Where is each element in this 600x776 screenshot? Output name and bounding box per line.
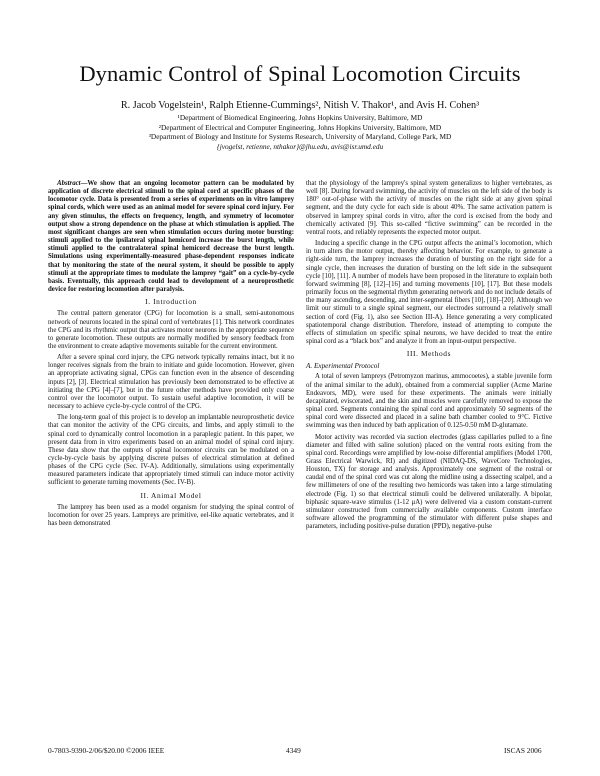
- right-column: [306, 180, 552, 534]
- footer-isbn: 0-7803-9390-2/06/$20.00 ©2006 IEEE: [48, 746, 165, 755]
- footer-page-number: 4349: [286, 746, 301, 755]
- affiliation-1: ¹Department of Biomedical Engineering, Johns Hopkins University, Baltimore, MD: [177, 113, 423, 122]
- paragraph: The central pattern generator (CPG) for locomotion is a small, semi-autonomous network of neurons located in the spinal cord of vertebrates [1]. This network coordinates the CPG and its rhythmic output that activates motor neurons in the appropriate sequence to generate locomotion. These outputs are normally modified by sensory feedback from the environment to create adaptive movements suitable for the current environment.: [48, 310, 294, 350]
- paragraph: Inducing a specific change in the CPG output affects the animal’s locomotion, which in turn alters the motor output, thereby affecting behavior. For example, to generate a right-side turn, the lamprey increases the duration of bursting on the right side for a single cycle, then increases the duration of bursting on the left side in the subsequent cycle [10], [11]. A number of models have been proposed in the literature to explain both forward swimming [8], [12]–[16] and turning movements [10], [17]. But these models primarily focus on the segmental rhythm generating network and do not include details of the many ascending, descending, and inter-segmental fibers [10], [18]–[20]. Although we limit our stimuli to a single spinal segment, our electrodes surround a relatively small section of cord (Fig. 1), also see Section III-A). Hence generating a very complicated spatiotemporal change distribution. Therefore, instead of attempting to compute the effects of stimulation on specific spinal neurons, we have decided to treat the entire spinal cord as a “black box” and analyze it from an input-output perspective.: [306, 240, 552, 345]
- footer-venue: ISCAS 2006: [504, 746, 542, 755]
- author-emails: {jvogelst, retienne, nthakor}@jhu.edu, avis@isr.umd.edu: [216, 141, 384, 151]
- affiliation-3: ³Department of Biology and Institute for Systems Research, University of Maryland, College Park, MD: [148, 132, 452, 142]
- section-heading-animal-model: II. Animal Model: [140, 490, 202, 500]
- paragraph: Motor activity was recorded via suction electrodes (glass capillaries pulled to a fine diameter and filled with saline solution) placed on the ventral roots exiting from the spinal cord. Recordings were amplified by low-noise differential amplifiers (Model 1700, Grass Electrical Warwick, RI) and digitized (NIDAQ-DS, WaveCore Technologies, Houston, TX) for storage and analysis. Approximately one segment of the rostral or caudal end of the spinal cord was cut along the midline using a dissecting scalpel, and a few millimeters of one of the resulting two hemicords was taken into a large stimulating electrode (Fig. 1) so that electrical stimuli could be delivered unilaterally. A bipolar, biphasic square-wave stimulus (1-12 μA) were delivered via a custom constant-current stimulator constructed from commercially available components. Custom interface software allowed the programming of the stimulator with different pulse shapes and parameters, including positive-pulse duration (PPD), negative-pulse: [306, 433, 552, 531]
- author-list: R. Jacob Vogelstein¹, Ralph Etienne-Cummings², Nitish V. Thakor¹, and Avis H. Cohen³: [120, 100, 480, 111]
- paragraph: A total of seven lampreys (Petromyzon marinus, ammocoetes), a stable juvenile form of the animal similar to the adult), obtained from a commercial supplier (Acme Marine Endeavors, MD), were used for these experiments. The animals were initially decapitated, eviscerated, and the skin and muscles were carefully removed to expose the spinal cord. Segments containing the spinal cord and approximately 50 segments of the spinal cord were dissected and placed in a saline bath chamber cooled to 9°C. Fictive swimming was then induced by bath application of 0.125-0.50 mM D-glutamate.: [306, 373, 552, 430]
- section-heading-methods: III. Methods: [406, 349, 452, 359]
- subsection-heading-protocol: A. Experimental Protocol: [306, 362, 380, 371]
- left-column: [48, 180, 294, 531]
- paragraph: The lamprey has been used as a model organism for studying the spinal control of locomotion for over 25 years. Lampreys are primitive, eel-like aquatic vertebrates, and it has been demonstrated: [48, 503, 294, 528]
- paragraph: The long-term goal of this project is to develop an implantable neuroprosthetic device that can monitor the activity of the CPG circuits, and limbs, and apply stimuli to the spinal cord to dynamically control locomotion in a paraplegic patient. In this paper, we present data from in vitro experiments based on an animal model of spinal cord injury. These data show that the outputs of spinal locomotor circuits can be modulated on a cycle-by-cycle basis by applying discrete pulses of electrical stimulation at defined phases of the CPG cycle (Sec. IV-A). Additionally, simulations using experimentally measured parameters indicate that appropriately timed stimuli can induce motor activity sufficient to generate turning movements (Sec. IV-B).: [48, 414, 294, 487]
- section-heading-introduction: I. Introduction: [145, 297, 197, 307]
- paragraph: After a severe spinal cord injury, the CPG network typically remains intact, but it no longer receives signals from the brain to initiate and guide locomotion. However, given an appropriate activating signal, CPGs can function even in the absence of descending inputs [2], [3]. Electrical stimulation has previously been demonstrated to be effective at initiating the CPG [4]–[7], but in the future other methods have provided only coarse control over the locomotor output. To sustain useful adaptive locomotion, it will be necessary to achieve cycle-by-cycle control of the CPG.: [48, 354, 294, 411]
- abstract-body: We show that an ongoing locomotor pattern can be modulated by application of discrete electrical stimuli to the spinal cord at specific phases of the locomotor cycle. Data is presented from a series of experiments on in vitro lamprey spinal cords, which were used as an animal model for severe spinal cord injury. For any given stimulus, the effects on frequency, length, and symmetry of locomotor output show a strong dependence on the phase at which stimulation is applied. The most significant changes are seen when stimulation occurs during motor bursting: stimuli applied to the ipsilateral spinal hemicord increase the burst length, while stimuli applied to the contralateral spinal hemicord decrease the burst length. Simulations using experimentally-measured phase-dependent responses indicate that by monitoring the state of the neural system, it should be possible to apply stimuli at the appropriate times to modulate the lamprey “gait” on a cycle-by-cycle basis. Eventually, this approach could lead to development of a neuroprosthetic device for restoring locomotion after paralysis.: [48, 180, 294, 294]
- affiliation-2: ²Department of Electrical and Computer Engineering, Johns Hopkins University, Baltimore, MD: [158, 122, 442, 132]
- affiliations: [30, 113, 570, 151]
- paragraph: that the physiology of the lamprey's spinal system generalizes to higher vertebrates, as well [8]. During forward swimming, the activity of muscles on the left side of the body is 180° out-of-phase with the activity of muscles on the right side at any given spinal segment, and the duty cycle for each side is about 40%. The same activation pattern is observed in lamprey spinal cords in vitro, after the cord is excised from the body and chemically activated [9]. This so-called “fictive swimming” can be recorded in the ventral roots, and reliably represents the expected motor output.: [306, 180, 552, 236]
- abstract: Abstract—We show that an ongoing locomotor pattern can be modulated by application of discrete electrical stimuli to the spinal cord at specific phases of the locomotor cycle. Data is presented from a series of experiments on in vitro lamprey spinal cords, which were used as an animal model for severe spinal cord injury. For any given stimulus, the effects on frequency, length, and symmetry of locomotor output show a strong dependence on the phase at which stimulation is applied. The most significant changes are seen when stimulation occurs during motor bursting: stimuli applied to the ipsilateral spinal hemicord increase the burst length, while stimuli applied to the contralateral spinal hemicord decrease the burst length. Simulations using experimentally-measured phase-dependent responses indicate that by monitoring the state of the neural system, it should be possible to apply stimuli at the appropriate times to modulate the lamprey “gait” on a cycle-by-cycle basis. Eventually, this approach could lead to development of a neuroprosthetic device for restoring locomotion after paralysis.: [48, 180, 294, 294]
- abstract-label: Abstract: [57, 180, 81, 187]
- paper-title: Dynamic Control of Spinal Locomotion Circuits: [79, 61, 521, 86]
